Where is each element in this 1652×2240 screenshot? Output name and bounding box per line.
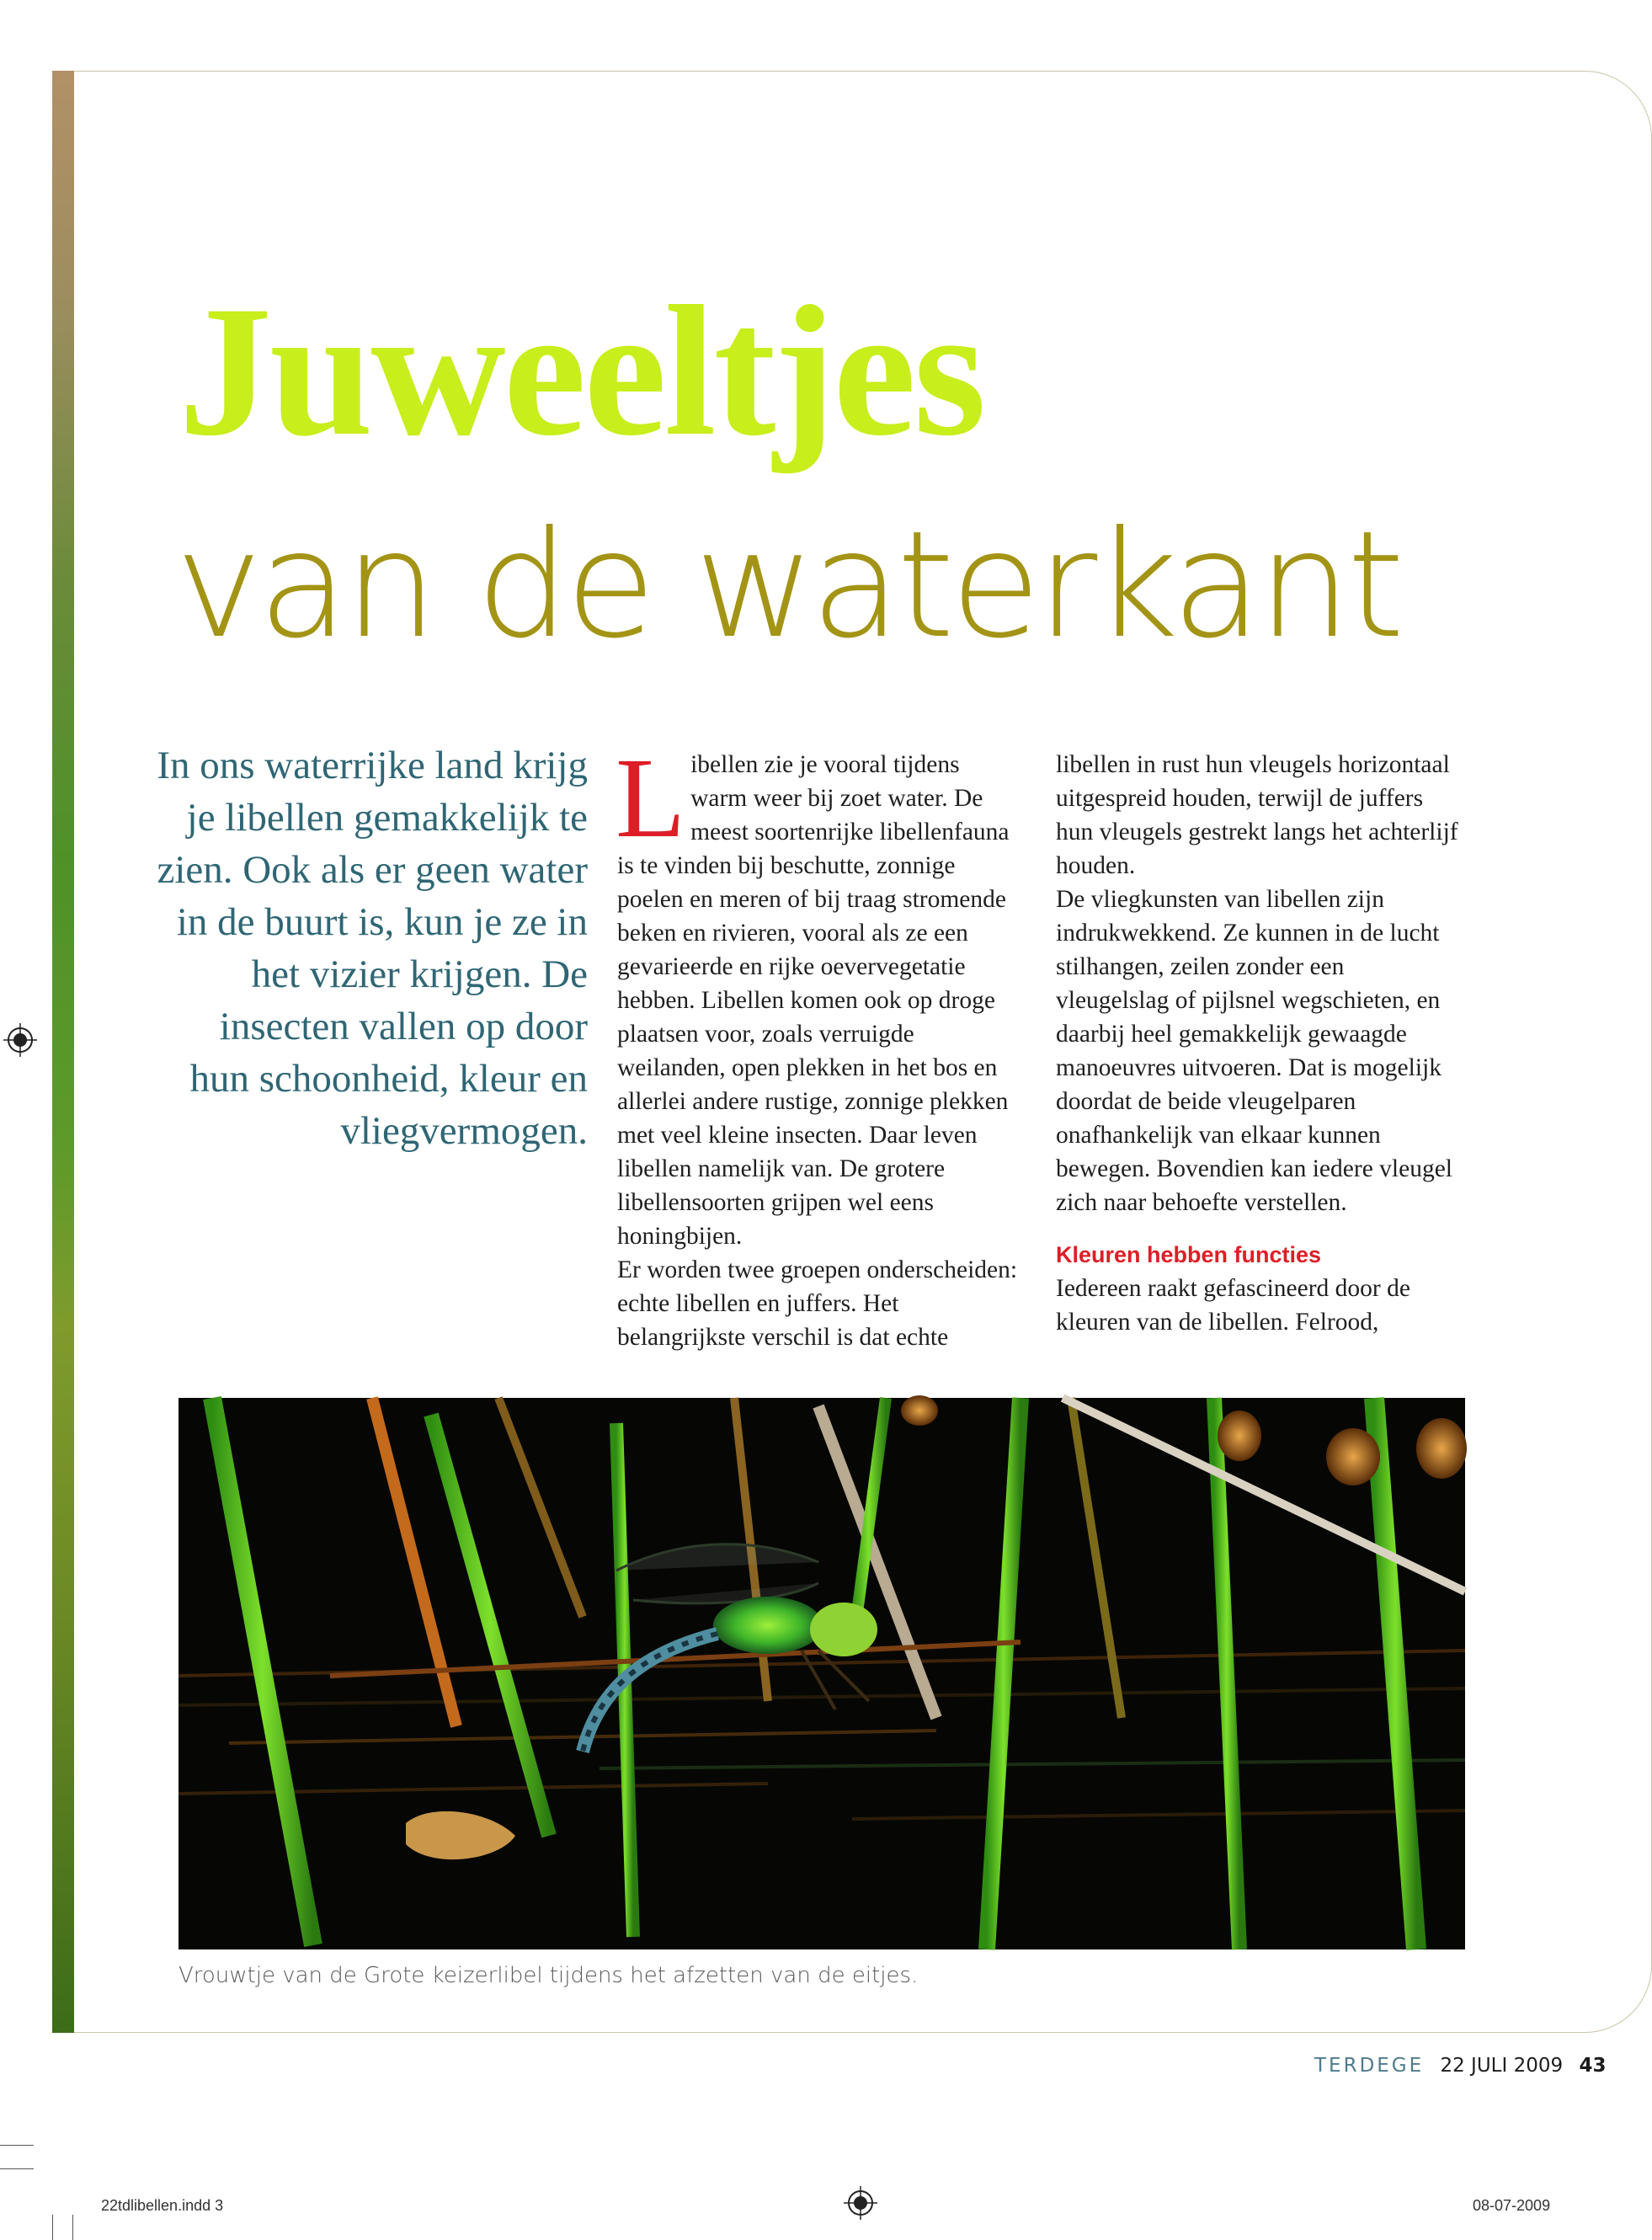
page-footer xyxy=(1314,2055,1606,2077)
paragraph: libellen in rust hun vleugels horizontaal uitgespreid houden, terwijl de juffers hun vleugels gestrekt langs het achterlijf houden. xyxy=(1056,751,1458,879)
section-heading: Kleuren hebben functies xyxy=(1056,1242,1322,1267)
crop-mark xyxy=(52,2215,53,2240)
crop-mark xyxy=(72,2215,73,2240)
paragraph: Iedereen raakt gefascineerd door de kleuren van de libellen. Felrood, xyxy=(1056,1275,1410,1336)
issue-date: 22 JULI 2009 xyxy=(1440,2055,1564,2077)
body-column-2 xyxy=(1056,748,1460,1339)
slug-date: 08-07-2009 xyxy=(1473,2197,1551,2214)
article-subtitle: van de waterkant xyxy=(175,500,1401,671)
dragonfly-photo xyxy=(179,1398,1465,1949)
paragraph-text: ibellen zie je vooral tijdens warm weer bij zoet water. De meest soortenrijke libellenfauna is te vinden bij beschutte, zonnige poelen en meren of bij traag stromende beken en rivieren, vooral als ze een gevarieerde en rijke oevervegetatie hebben. Libellen komen ook op droge plaatsen voor, zoals verruigde weilanden, open plekken in het bos en allerlei andere rustige, zonnige plekken met veel kleine insecten. Daar leven libellen namelijk van. De grotere libellensoorten grijpen wel eens honingbijen. xyxy=(617,751,1010,1250)
crop-mark xyxy=(0,2145,34,2146)
magazine-name: TERDEGE xyxy=(1314,2055,1425,2077)
page-number: 43 xyxy=(1579,2055,1607,2077)
intro-text: In ons waterrijke land krijg je libellen gemakkelijk te zien. Ook als er geen water in de buurt is, kun je ze in het vizier krijgen. De insecten vallen op door hun schoonheid, kleur en vliegvermogen. xyxy=(157,744,588,1153)
body-column-1 xyxy=(616,735,1021,1354)
paragraph: De vliegkunsten van libellen zijn indrukwekkend. Ze kunnen in de lucht stilhangen, zeilen zonder een vleugelslag of pijlsnel wegschieten, en daarbij heel gemakkelijk gewaagde manoeuvres uitvoeren. Dat is mogelijk doordat de beide vleugelparen onafhankelijk van elkaar kunnen bewegen. Bovendien kan iedere vleugel zich naar behoefte verstellen. xyxy=(1056,886,1452,1216)
registration-mark-icon xyxy=(844,2186,877,2220)
drop-cap: L xyxy=(616,735,686,861)
paragraph xyxy=(616,735,1021,1253)
registration-mark-icon xyxy=(3,1023,37,1057)
crop-mark xyxy=(0,2168,34,2169)
paragraph: Er worden twee groepen onderscheiden: echte libellen en juffers. Het belangrijkste verschil is dat echte xyxy=(617,1256,1018,1351)
article-title: Juweeltjes xyxy=(179,268,984,475)
slug-filename: 22tdlibellen.indd 3 xyxy=(101,2197,224,2214)
photo-caption: Vrouwtje van de Grote keizerlibel tijdens het afzetten van de eitjes. xyxy=(179,1963,919,1988)
gradient-spine xyxy=(52,71,74,2033)
